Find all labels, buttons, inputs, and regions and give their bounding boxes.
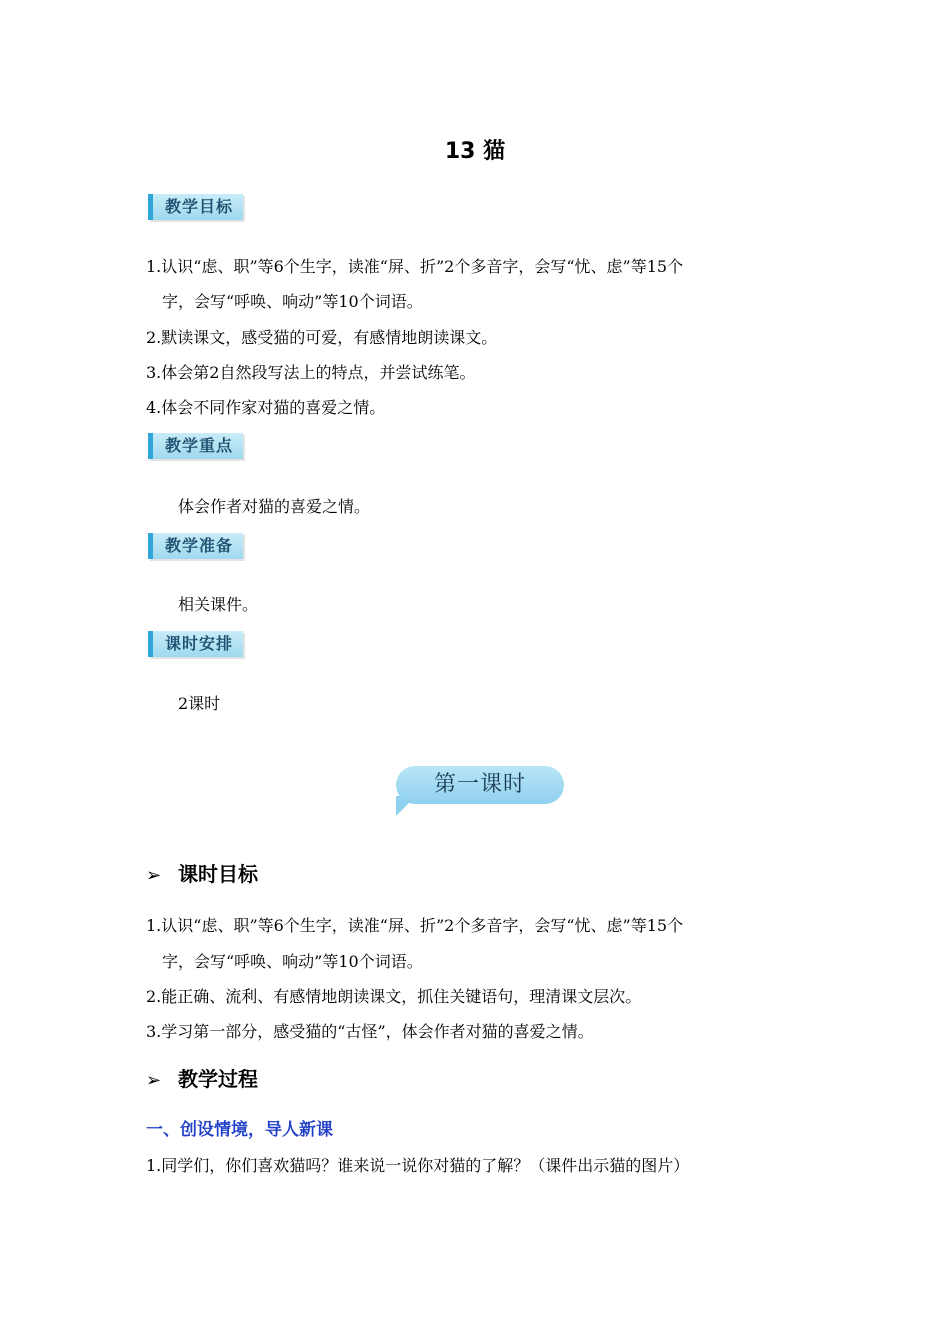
tag-teaching-prep: 教学准备 [148,533,243,559]
objective-line-1: 1.认识“虑、职”等6个生字，读准“屏、折”2个多音字，会写“忧、虑”等15个 [146,916,684,935]
process-heading-label: 教学过程 [178,1067,258,1091]
goal-line-2: 2.默读课文，感受猫的可爱，有感情地朗读课文。 [146,328,498,347]
step1-heading: 一、创设情境，导人新课 [146,1120,333,1140]
schedule-text: 2课时 [178,694,221,713]
goal-line-1: 1.认识“虑、职”等6个生字，读准“屏、折”2个多音字，会写“忧、虑”等15个 [146,257,684,276]
tag-schedule: 课时安排 [148,631,243,657]
goal-line-1-cont: 字，会写“呼唤、响动”等10个词语。 [162,292,423,311]
focus-text: 体会作者对猫的喜爱之情。 [178,497,371,516]
lesson-badge [396,766,564,806]
objective-line-1-cont: 字，会写“呼唤、响动”等10个词语。 [162,952,423,971]
step1-line-1: 1.同学们，你们喜欢猫吗？谁来说一说你对猫的了解？（课件出示猫的图片） [146,1156,690,1175]
goal-line-3: 3.体会第2自然段写法上的特点，并尝试练笔。 [146,363,476,382]
objective-line-2: 2.能正确、流利、有感情地朗读课文，抓住关键语句，理清课文层次。 [146,987,642,1006]
objectives-heading [146,862,258,888]
tag-teaching-goals: 教学目标 [148,194,243,220]
page-title: 13 猫 [444,139,506,164]
prep-text: 相关课件。 [178,595,259,614]
arrow-bullet-icon: ➢ [146,865,162,886]
goal-line-4: 4.体会不同作家对猫的喜爱之情。 [146,398,386,417]
objectives-heading-label: 课时目标 [178,862,258,886]
arrow-bullet-icon: ➢ [146,1070,162,1091]
process-heading [146,1067,258,1093]
lesson-badge-label: 第一课时 [396,766,564,804]
objective-line-3: 3.学习第一部分，感受猫的“古怪”，体会作者对猫的喜爱之情。 [146,1022,594,1041]
tag-teaching-focus: 教学重点 [148,433,243,459]
